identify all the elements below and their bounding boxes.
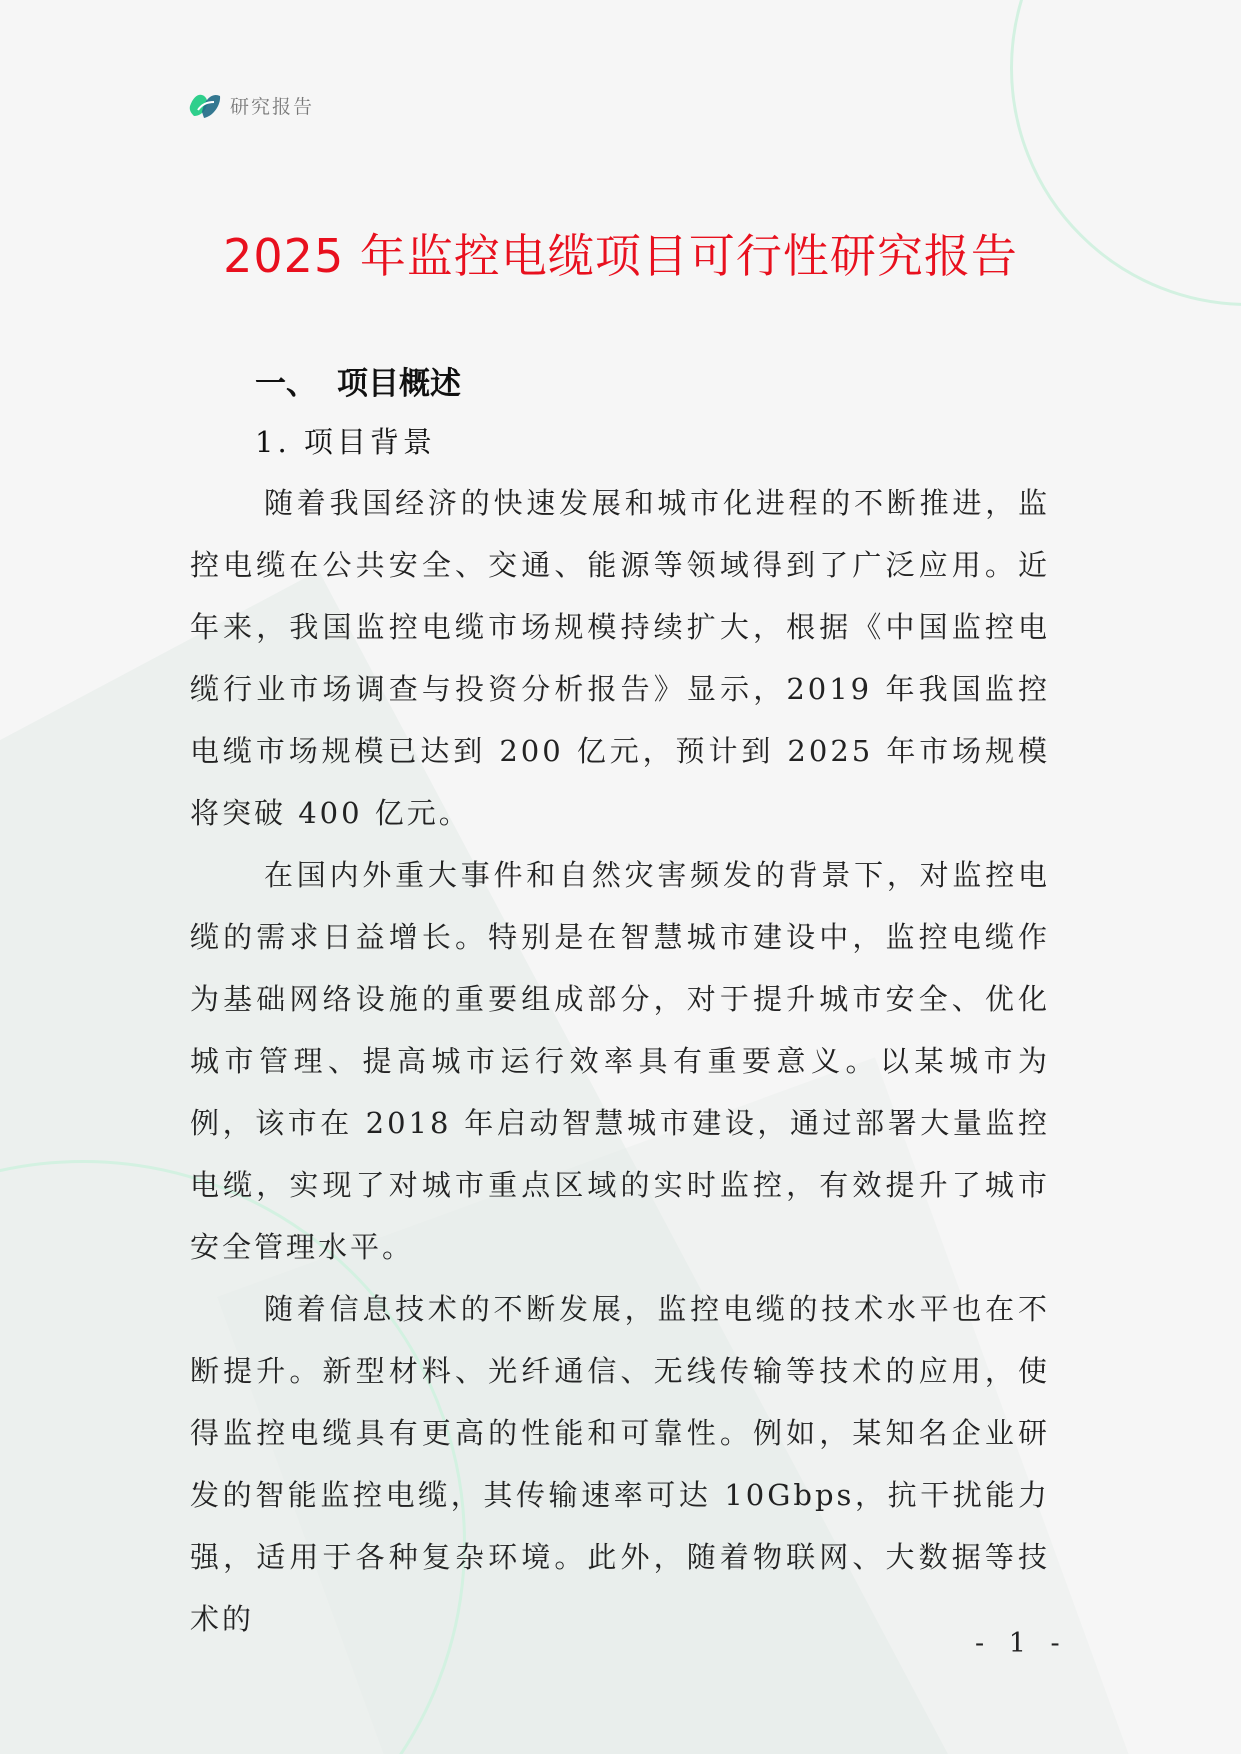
green-leaf-logo-icon — [188, 90, 222, 120]
paragraph: 在国内外重大事件和自然灾害频发的背景下，对监控电缆的需求日益增长。特别是在智慧城市建设中，监控电缆作为基础网络设施的重要组成部分，对于提升城市安全、优化城市管理、提高城市运行效率具有重要意义。以某城市为例，该市在 2018 年启动智慧城市建设，通过部署大量监控电缆，实现了对城市重点区域的实时监控，有效提升了城市安全管理水平。 — [190, 858, 1050, 1264]
header-label: 研究报告 — [230, 95, 315, 118]
paragraph: 随着信息技术的不断发展，监控电缆的技术水平也在不断提升。新型材料、光纤通信、无线传输等技术的应用，使得监控电缆具有更高的性能和可靠性。例如，某知名企业研发的智能监控电缆，其传输速率可达 10Gbps，抗干扰能力强，适用于各种复杂环境。此外，随着物联网、大数据等技术的 — [190, 1292, 1050, 1636]
page-header — [188, 90, 314, 120]
section-title: 项目概述 — [337, 366, 461, 402]
body-content — [190, 472, 1050, 1650]
document-title: 2025 年监控电缆项目可行性研究报告 — [223, 229, 1018, 283]
subsection-heading: 1. 项目背景 — [255, 425, 436, 459]
section-heading — [255, 358, 461, 403]
section-number: 一、 — [255, 366, 317, 402]
paragraph: 随着我国经济的快速发展和城市化进程的不断推进，监控电缆在公共安全、交通、能源等领域得到了广泛应用。近年来，我国监控电缆市场规模持续扩大，根据《中国监控电缆行业市场调查与投资分析报告》显示，2019 年我国监控电缆市场规模已达到 200 亿元，预计到 2025 年市场规模将突破 400 亿元。 — [190, 486, 1050, 830]
page-number: - 1 - — [975, 1628, 1068, 1659]
